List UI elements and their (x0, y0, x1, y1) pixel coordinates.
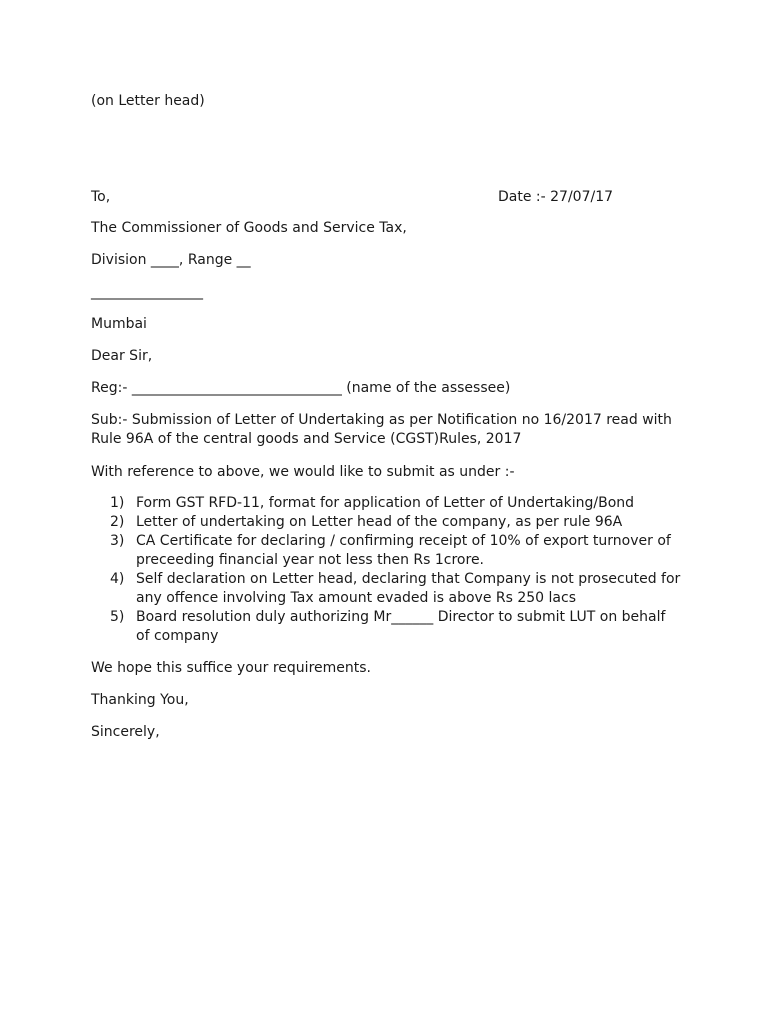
list-item (110, 494, 690, 513)
list-item-text-continued: of company (136, 628, 219, 644)
list-item-text: Form GST RFD-11, format for application of Letter of Undertaking/Bond (136, 495, 635, 511)
blank-address-line: ________________ (91, 284, 203, 300)
list-item-text: Self declaration on Letter head, declaring that Company is not prosecuted for (136, 571, 681, 587)
recipient-line: The Commissioner of Goods and Service Tax, (91, 220, 407, 236)
list-item-text: Letter of undertaking on Letter head of the company, as per rule 96A (136, 514, 623, 530)
reg-line: Reg:- ______________________________ (name of the assessee) (91, 380, 511, 396)
subject-line-2: Rule 96A of the central goods and Service (CGST)Rules, 2017 (91, 431, 522, 447)
list-item-text-continued: preceeding financial year not less then Rs 1crore. (136, 552, 485, 568)
list-item-number: 4) (110, 571, 125, 587)
submission-list (110, 494, 690, 646)
letterhead-note: (on Letter head) (91, 93, 205, 109)
subject-line-1: Sub:- Submission of Letter of Undertaking as per Notification no 16/2017 read with (91, 412, 672, 428)
list-item (110, 570, 690, 608)
signoff-line: Sincerely, (91, 724, 160, 740)
list-item-number: 3) (110, 533, 125, 549)
division-line: Division ____, Range __ (91, 252, 251, 268)
list-item-text: CA Certificate for declaring / confirming receipt of 10% of export turnover of (136, 533, 671, 549)
to-line: To, (91, 189, 111, 205)
list-item (110, 532, 690, 570)
list-item-text: Board resolution duly authorizing Mr______ Director to submit LUT on behalf (136, 609, 666, 625)
closing-line: We hope this suffice your requirements. (91, 660, 371, 676)
letter-date: Date :- 27/07/17 (498, 189, 614, 205)
list-item (110, 513, 690, 532)
list-item-number: 1) (110, 495, 125, 511)
salutation: Dear Sir, (91, 348, 153, 364)
list-item-number: 5) (110, 609, 125, 625)
city-line: Mumbai (91, 316, 147, 332)
list-item (110, 608, 690, 646)
list-item-number: 2) (110, 514, 125, 530)
list-item-text-continued: any offence involving Tax amount evaded is above Rs 250 lacs (136, 590, 576, 606)
thanks-line: Thanking You, (91, 692, 189, 708)
intro-line: With reference to above, we would like to submit as under :- (91, 464, 515, 480)
